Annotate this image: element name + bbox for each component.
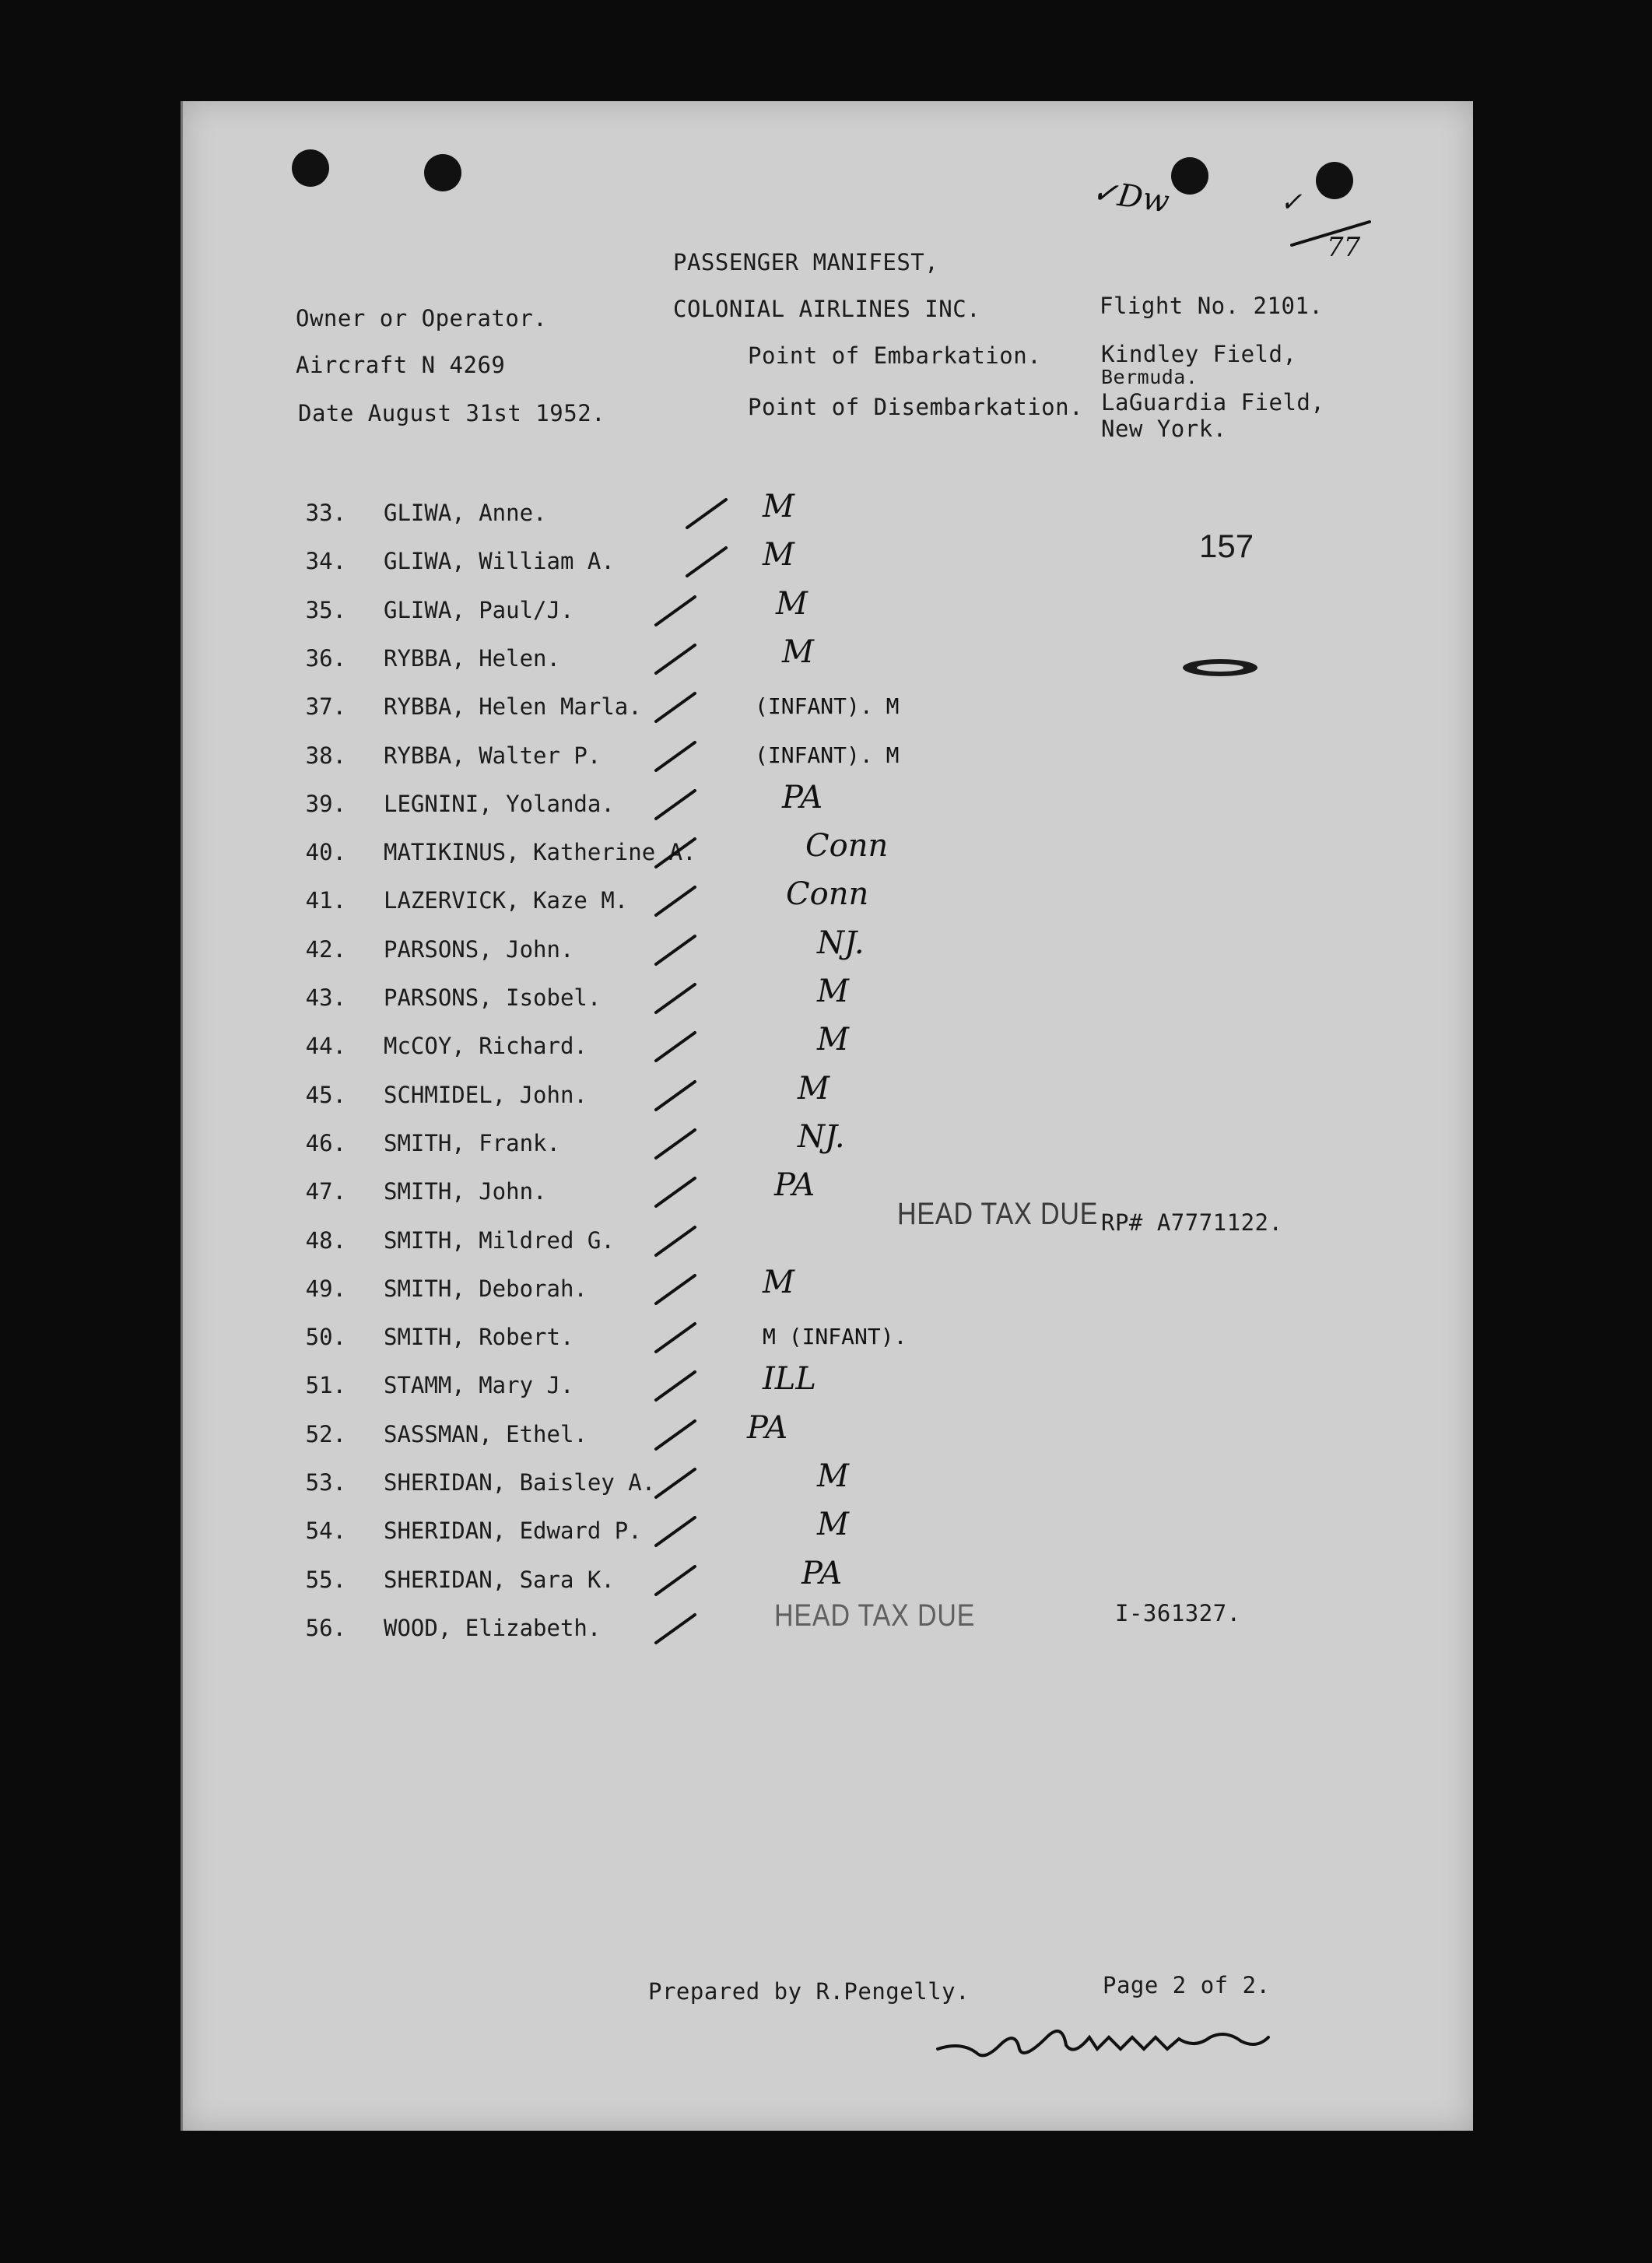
handwritten-state-note: PA bbox=[747, 1410, 788, 1446]
handwritten-state-note: M (INFANT). bbox=[763, 1324, 907, 1349]
head-tax-due-stamp: HEAD TAX DUE bbox=[897, 1197, 1099, 1231]
aircraft: Aircraft N 4269 bbox=[296, 352, 506, 378]
passenger-name: RYBBA, Helen. bbox=[384, 645, 560, 672]
passenger-name: GLIWA, William A. bbox=[384, 548, 615, 574]
handwritten-state-note: Conn bbox=[805, 828, 889, 864]
row-number: 52. bbox=[305, 1421, 346, 1447]
check-mark bbox=[681, 493, 735, 532]
punch-hole bbox=[292, 149, 329, 187]
check-mark bbox=[650, 736, 704, 775]
i-number: I-361327. bbox=[1115, 1600, 1241, 1626]
passenger-name: GLIWA, Anne. bbox=[384, 500, 547, 526]
passenger-name: LEGNINI, Yolanda. bbox=[384, 791, 615, 817]
check-mark bbox=[650, 1221, 704, 1260]
passenger-name: MATIKINUS, Katherine A. bbox=[384, 839, 696, 865]
row-number: 53. bbox=[305, 1469, 346, 1496]
handwritten-state-note: M bbox=[817, 974, 849, 1009]
punch-hole bbox=[1171, 157, 1208, 195]
handwritten-state-note: M bbox=[776, 586, 808, 622]
passenger-name: PARSONS, Isobel. bbox=[384, 984, 602, 1011]
check-mark bbox=[650, 1124, 704, 1163]
check-mark bbox=[681, 542, 735, 581]
check-mark bbox=[650, 687, 704, 726]
owner-label: Owner or Operator. bbox=[296, 305, 548, 332]
row-number: 42. bbox=[305, 936, 346, 963]
row-number: 37. bbox=[305, 693, 346, 720]
check-mark bbox=[650, 1609, 704, 1647]
row-number: 47. bbox=[305, 1178, 346, 1205]
handwritten-state-note: (INFANT). M bbox=[755, 693, 900, 719]
check-mark bbox=[650, 1317, 704, 1356]
check-mark bbox=[650, 1026, 704, 1065]
embark-value-1: Kindley Field, bbox=[1101, 341, 1297, 367]
handwritten-state-note: M bbox=[763, 489, 794, 525]
check-mark bbox=[650, 833, 704, 872]
handwritten-state-note: PA bbox=[782, 780, 823, 816]
passenger-name: SMITH, John. bbox=[384, 1178, 547, 1205]
handwritten-state-note: M bbox=[817, 1458, 849, 1494]
disembark-value-2: New York. bbox=[1101, 416, 1227, 442]
passenger-name: SMITH, Frank. bbox=[384, 1130, 560, 1156]
passenger-name: PARSONS, John. bbox=[384, 936, 574, 963]
row-number: 56. bbox=[305, 1615, 346, 1641]
passenger-name: RYBBA, Helen Marla. bbox=[384, 693, 642, 720]
row-number: 39. bbox=[305, 791, 346, 817]
punch-hole bbox=[424, 154, 461, 191]
row-number: 54. bbox=[305, 1517, 346, 1544]
check-mark bbox=[650, 930, 704, 969]
check-mark bbox=[650, 1172, 704, 1211]
passenger-name: SMITH, Robert. bbox=[384, 1324, 574, 1350]
handwritten-state-note: (INFANT). M bbox=[755, 742, 900, 768]
date: Date August 31st 1952. bbox=[298, 400, 606, 426]
handwritten-state-note: M bbox=[782, 634, 814, 670]
check-mark bbox=[650, 1075, 704, 1114]
handwritten-state-note: M bbox=[798, 1071, 830, 1107]
check-mark bbox=[650, 1269, 704, 1308]
row-number: 43. bbox=[305, 984, 346, 1011]
manifest-page bbox=[181, 101, 1473, 2131]
passenger-name: LAZERVICK, Kaze M. bbox=[384, 887, 629, 914]
row-number: 55. bbox=[305, 1567, 346, 1593]
row-number: 49. bbox=[305, 1275, 346, 1302]
passenger-name: SHERIDAN, Sara K. bbox=[384, 1567, 615, 1593]
signature bbox=[930, 2006, 1272, 2076]
passenger-name: SCHMIDEL, John. bbox=[384, 1082, 587, 1108]
check-mark bbox=[650, 881, 704, 920]
passenger-name: RYBBA, Walter P. bbox=[384, 742, 602, 769]
owner-value: COLONIAL AIRLINES INC. bbox=[673, 296, 981, 322]
row-number: 38. bbox=[305, 742, 346, 769]
passenger-name: SHERIDAN, Edward P. bbox=[384, 1517, 642, 1544]
handwritten-fraction-bottom: 77 bbox=[1327, 232, 1361, 263]
row-number: 34. bbox=[305, 548, 346, 574]
check-mark bbox=[650, 1511, 704, 1550]
passenger-name: SMITH, Deborah. bbox=[384, 1275, 587, 1302]
handwritten-state-note: M bbox=[763, 1265, 794, 1300]
row-number: 41. bbox=[305, 887, 346, 914]
embark-label: Point of Embarkation. bbox=[748, 342, 1042, 369]
handwritten-state-note: PA bbox=[801, 1556, 843, 1591]
row-number: 50. bbox=[305, 1324, 346, 1350]
passenger-name: GLIWA, Paul/J. bbox=[384, 597, 574, 623]
handwritten-state-note: NJ. bbox=[798, 1119, 845, 1155]
prepared-by: Prepared by R.Pengelly. bbox=[648, 1978, 970, 2005]
row-number: 36. bbox=[305, 645, 346, 672]
passenger-name: WOOD, Elizabeth. bbox=[384, 1615, 602, 1641]
row-number: 44. bbox=[305, 1033, 346, 1059]
row-number: 51. bbox=[305, 1372, 346, 1398]
check-mark bbox=[650, 1463, 704, 1502]
page-indicator: Page 2 of 2. bbox=[1103, 1972, 1271, 1998]
page-number-stamp: 157 bbox=[1199, 528, 1254, 564]
handwritten-fraction-top: ✓ bbox=[1280, 187, 1303, 218]
passenger-name: McCOY, Richard. bbox=[384, 1033, 587, 1059]
check-mark bbox=[650, 639, 704, 678]
passenger-name: STAMM, Mary J. bbox=[384, 1372, 574, 1398]
passenger-name: SMITH, Mildred G. bbox=[384, 1227, 615, 1254]
handwritten-state-note: M bbox=[763, 537, 794, 573]
handwritten-state-note: ILL bbox=[763, 1361, 816, 1397]
handwritten-state-note: NJ. bbox=[817, 925, 865, 961]
manifest-title: PASSENGER MANIFEST, bbox=[673, 249, 939, 275]
passenger-name: SASSMAN, Ethel. bbox=[384, 1421, 587, 1447]
ink-scribble bbox=[1177, 652, 1263, 683]
embark-value-2: Bermuda. bbox=[1101, 366, 1198, 388]
handwritten-state-note: M bbox=[817, 1022, 849, 1058]
disembark-value-1: LaGuardia Field, bbox=[1101, 389, 1325, 416]
handwritten-state-note: PA bbox=[774, 1167, 815, 1203]
flight-number: Flight No. 2101. bbox=[1100, 293, 1324, 319]
disembark-label: Point of Disembarkation. bbox=[748, 394, 1084, 420]
handwritten-state-note: M bbox=[817, 1507, 849, 1542]
check-mark bbox=[650, 784, 704, 823]
row-number: 33. bbox=[305, 500, 346, 526]
check-mark bbox=[650, 1560, 704, 1599]
row-number: 45. bbox=[305, 1082, 346, 1108]
rp-number: RP# A7771122. bbox=[1101, 1209, 1283, 1236]
passenger-name: SHERIDAN, Baisley A. bbox=[384, 1469, 656, 1496]
handwritten-initials: ✓Dw bbox=[1089, 174, 1172, 220]
check-mark bbox=[650, 978, 704, 1017]
check-mark bbox=[650, 591, 704, 630]
punch-hole bbox=[1316, 162, 1353, 199]
check-mark bbox=[650, 1366, 704, 1405]
handwritten-state-note: Conn bbox=[786, 876, 869, 912]
row-number: 35. bbox=[305, 597, 346, 623]
row-number: 48. bbox=[305, 1227, 346, 1254]
row-number: 40. bbox=[305, 839, 346, 865]
head-tax-due-stamp: HEAD TAX DUE bbox=[774, 1598, 976, 1633]
check-mark bbox=[650, 1415, 704, 1454]
row-number: 46. bbox=[305, 1130, 346, 1156]
